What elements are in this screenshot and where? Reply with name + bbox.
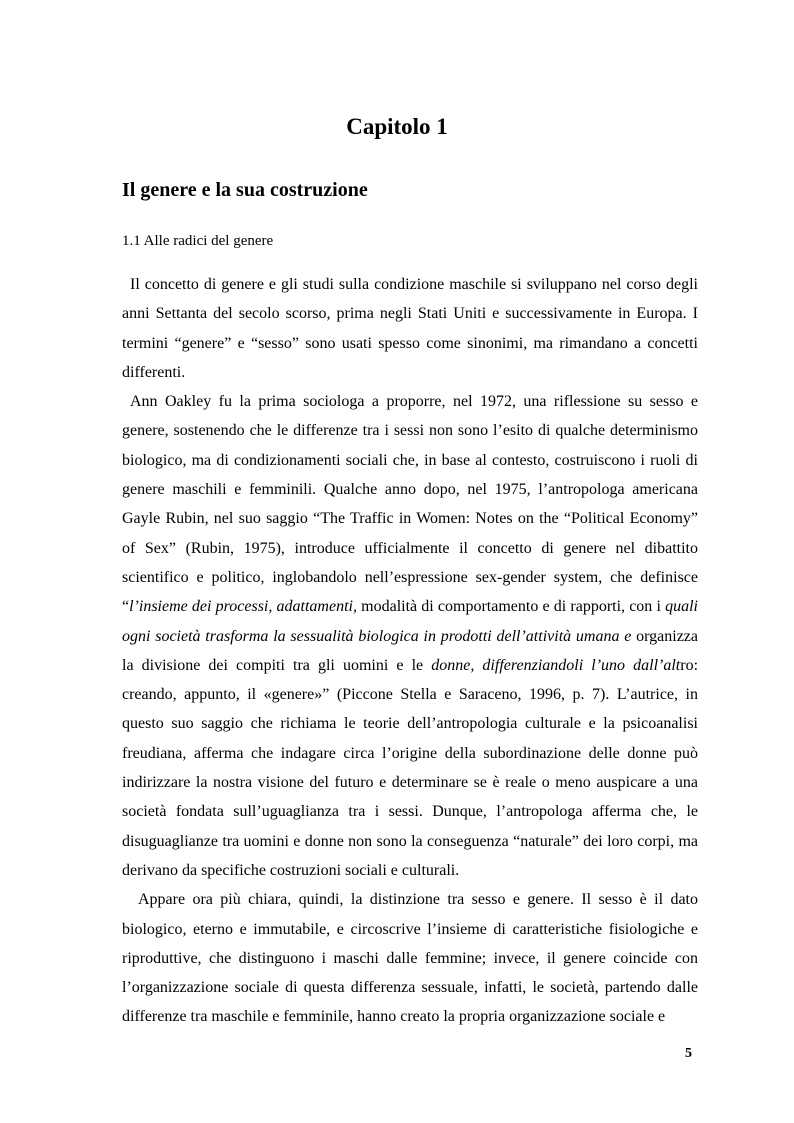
subsection-title: 1.1 Alle radici del genere bbox=[122, 233, 274, 249]
paragraph-3: Appare ora più chiara, quindi, la distinzione tra sesso e genere. Il sesso è il dato biologico, eterno e immutabile, e circoscrive l’insieme di caratteristiche fisiologiche e riproduttive, che distinguono i maschi dalle femmine; invece, il genere coincide con l’organizzazione sociale di questa differenza sessuale, infatti, le società, partendo dalle differenze tra maschile e femminile, hanno creato la propria organizzazione sociale e bbox=[122, 891, 698, 1026]
page-number: 5 bbox=[685, 1046, 692, 1061]
paragraph-2-part-1: Ann Oakley fu la prima sociologa a proporre, nel 1972, una riflessione su sesso e genere, sostenendo che le differenze tra i sessi non sono l’esito di qualche determinismo biologico, ma di condizionamenti sociali che, in base al contesto, costruiscono i ruoli di genere maschili e femminili. Qualche anno dopo, nel 1975, l’antropologa americana Gayle Rubin, nel suo saggio “The Traffic in Women: Notes on the “Political Economy” of Sex” (Rubin, 1975), introduce ufficialmente il concetto di genere nel dibattito scientifico e politico, inglobandolo nell’espressione sex-gender system, che definisce “ bbox=[122, 393, 698, 616]
italic-quote-1: l’insieme dei processi, adattamenti, bbox=[129, 598, 357, 616]
chapter-title: Capitolo 1 bbox=[346, 114, 448, 139]
paragraph-2-part-3: organizza la divisione dei compiti tra gli uomini e le bbox=[122, 627, 699, 674]
paragraph-2-part-4: ro: creando, appunto, il «genere»” (Piccone Stella e Saraceno, 1996, p. 7). L’autrice, in questo suo saggio che richiama le teorie dell’antropologia culturale e la psicoanalisi freudiana, afferma che indagare circa l’origine della subordinazione delle donne può indirizzare la nostra visione del futuro e determinare se è reale o meno auspicare a una società fondata sull’uguaglianza tra i sessi. Dunque, l’antropologa afferma che, le disuguaglianze tra uomini e donne non sono la conseguenza “naturale” dei loro corpi, ma derivano da specifiche costruzioni sociali e culturali. bbox=[122, 656, 699, 879]
paragraph-2-part-2: modalità di comportamento e di rapporti, con i bbox=[356, 598, 666, 616]
italic-quote-2: quali ogni società trasforma la sessualità biologica in prodotti dell’attività umana e bbox=[122, 598, 698, 645]
body-text bbox=[122, 270, 698, 1032]
document-page bbox=[122, 0, 698, 1123]
paragraph-2 bbox=[122, 387, 698, 885]
section-title: Il genere e la sua costruzione bbox=[122, 179, 368, 201]
italic-quote-3: donne, differenziandoli l’uno dall’alt bbox=[431, 656, 681, 674]
paragraph-1: Il concetto di genere e gli studi sulla condizione maschile si sviluppano nel corso degli anni Settanta del secolo scorso, prima negli Stati Uniti e successivamente in Europa. I termini “genere” e “sesso” sono usati spesso come sinonimi, ma rimandano a concetti differenti. bbox=[122, 276, 698, 381]
